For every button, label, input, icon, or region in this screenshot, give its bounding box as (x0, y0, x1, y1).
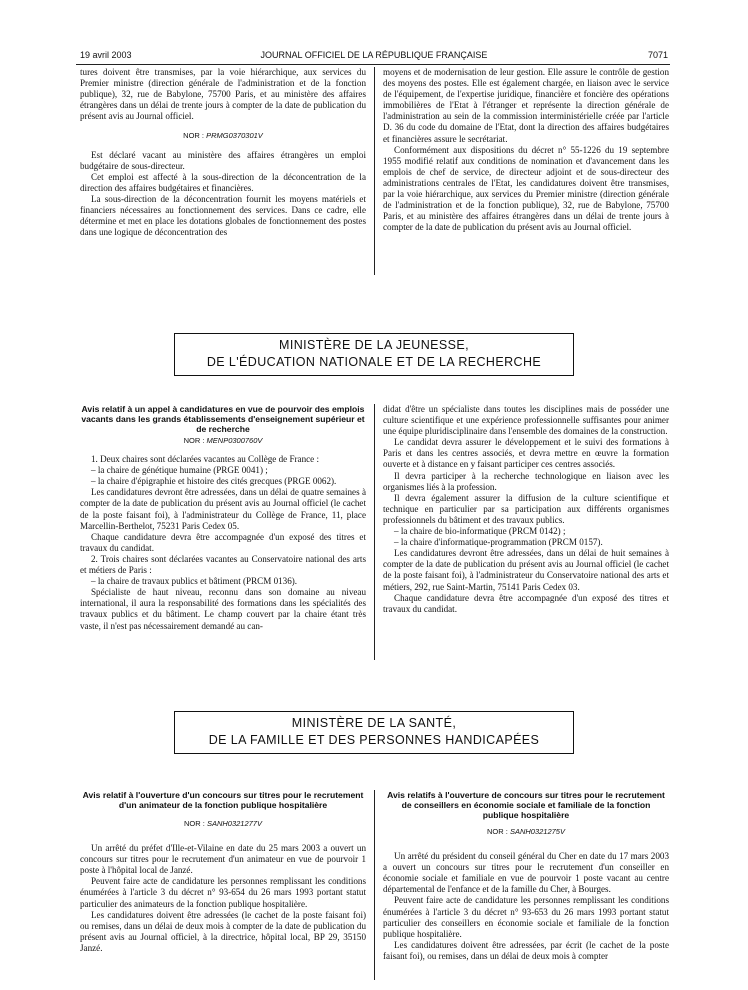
nor-reference (80, 130, 366, 141)
paragraph: Un arrêté du préfet d'Ille-et-Vilaine en date du 25 mars 2003 a ouvert un concours sur titres pour le recrutement d'un animateur en vue de pourvoir 1 poste à l'hôpital local de Janzé. (80, 843, 366, 876)
paragraph: Conformément aux dispositions du décret n° 55-1226 du 19 septembre 1955 modifié relatif aux conditions de nomination et d'avancement dans les emplois de chef de service, de directeur adjoint et de sous-directeur des administrations centrales de l'Etat, les candidatures doivent être transmises, par la voie hiérarchique, aux services du Premier ministre (direction générale de l'administration et de la fonction publique), 32, rue de Babylone, 75700 Paris, et au ministère des affaires étrangères dans un délai de trente jours à compter de la date de publication du présent avis au Journal officiel. (383, 144, 669, 233)
notice-1-right-column (383, 404, 669, 615)
paragraph: Spécialiste de haut niveau, reconnu dans son domaine au niveau international, il aura la responsabilité des formations dans les spécialités des travaux publics et du bâtiment. Le champ couvert par la chaire étant très vaste, il n'est pas nécessairement demandé au can- (80, 587, 366, 631)
paragraph: 1. Deux chaires sont déclarées vacantes au Collège de France : (91, 454, 320, 465)
nor-label: NOR : (184, 819, 205, 828)
nor-code: MENP0300760V (206, 436, 263, 445)
ministry-line-2: DE L'ÉDUCATION NATIONALE ET DE LA RECHERCHE (206, 355, 542, 369)
nor-label: NOR : (183, 436, 205, 445)
paragraph: Les candidatures doivent être adressées, par écrit (le cachet de la poste faisant foi), ou remises, dans un délai de deux mois à compter (383, 939, 669, 961)
header-rule (76, 64, 670, 65)
notice-1-left-column (80, 404, 366, 632)
paragraph: Il devra participer à la recherche technologique en liaison avec les organismes liés à la profession. (383, 470, 669, 492)
paragraph: Les candidatures doivent être adressées (le cachet de la poste faisant foi) ou remises, dans un délai de deux mois à compter de la date de publication du présent avis au Journal officiel, à la directrice, hôpital local, BP 29, 35150 Janzé. (80, 909, 366, 953)
nor-reference (383, 826, 669, 837)
top-left-column (80, 67, 366, 238)
ministry-heading-health (174, 711, 574, 754)
paragraph: didat d'être un spécialiste dans toutes les disciplines mais de posséder une culture scientifique et une expérience professionnelle suffisantes pour animer une équipe pluridisciplinaire dans l'ensemble des domaines de la construction. (383, 404, 669, 437)
list-item: – la chaire de bio-informatique (PRCM 0142) ; (394, 526, 566, 537)
column-divider (374, 404, 375, 660)
nor-code: PRMG0370301V (206, 131, 263, 141)
paragraph: Est déclaré vacant au ministère des affaires étrangères un emploi budgétaire de sous-directeur. (80, 149, 366, 171)
paragraph: Peuvent faire acte de candidature les personnes remplissant les conditions énumérées à l'article 3 du décret n° 93-653 du 26 mars 1993 portant statut particulier des conseillers en économie sociale et familiale de la fonction publique hospitalière. (383, 895, 669, 939)
paragraph: La sous-direction de la déconcentration fournit les moyens matériels et financiers nécessaires au fonctionnement des services. Dans ce cadre, elle détermine et met en place les dotations globales de fonctionnement des postes dans une logique de déconcentration des (80, 193, 366, 238)
paragraph: moyens et de modernisation de leur gestion. Elle assure le contrôle de gestion des moyens des postes. Elle est également chargée, en liaison avec le service de l'équipement, de l'expertise juridique, financière et foncière des opérations immobilières de l'Etat à l'étranger et représente la direction générale de l'administration au sein de la commission interministérielle créée par l'article D. 36 du code du domaine de l'Etat, dont la direction des affaires budgétaires et financières assure le secrétariat. (383, 67, 669, 144)
paragraph: Le candidat devra assurer le développement et le suivi des formations à Paris et dans les centres associés, et devra mettre en œuvre la formation ouverte et à distance en y faisant participer ces centres associés. (383, 437, 669, 470)
paragraph: Chaque candidature devra être accompagnée d'un exposé des titres et travaux du candidat. (383, 592, 669, 614)
paragraph: Peuvent faire acte de candidature les personnes remplissant les conditions énumérées à l'article 3 du décret n° 93-654 du 26 mars 1993 portant statut particulier des animateurs de la fonction publique hospitalière. (80, 876, 366, 909)
nor-reference (80, 435, 366, 446)
list-item: – la chaire d'épigraphie et histoire des cités grecques (PRGE 0062). (91, 476, 337, 487)
list-item: – la chaire de génétique humaine (PRGE 0041) ; (91, 465, 268, 476)
column-divider (374, 790, 375, 980)
top-right-column (383, 67, 669, 233)
ministry-heading-education (174, 333, 574, 376)
header-date: 19 avril 2003 (80, 50, 132, 60)
notice-2-column (80, 790, 366, 954)
paragraph: Chaque candidature devra être accompagnée d'un exposé des titres et travaux du candidat. (80, 531, 366, 553)
notice-3-column (383, 790, 669, 986)
notice-title: Avis relatif à l'ouverture d'un concours sur titres pour le recrutement d'un animateur de la fonction publique hospitalière (82, 790, 364, 810)
ministry-line-1: MINISTÈRE DE LA JEUNESSE, (279, 338, 469, 352)
list-item: – la chaire de travaux publics et bâtiment (PRCM 0136). (91, 576, 298, 587)
paragraph: Cet emploi est affecté à la sous-direction de la déconcentration de la direction des affaires budgétaires et financières. (80, 171, 366, 193)
paragraph: Un arrêté du président du conseil général du Cher en date du 17 mars 2003 a ouvert un concours sur titres pour le recrutement d'un conseiller en économie sociale et familiale en vue de pourvoir 1 poste vacant au centre départemental de l'enfance et de la famille du Cher, à Bourges. (383, 851, 669, 895)
page-number: 7071 (647, 50, 668, 60)
header-title: JOURNAL OFFICIEL DE LA RÉPUBLIQUE FRANÇAISE (260, 50, 488, 60)
nor-label: NOR : (487, 827, 508, 836)
nor-code: SANH0321275V (509, 827, 565, 836)
notice-title: Avis relatifs à l'ouverture de concours sur titres pour le recrutement de conseillers en économie sociale et familiale de la fonction publique hospitalière (387, 790, 665, 820)
ministry-line-1: MINISTÈRE DE LA SANTÉ, (291, 716, 457, 730)
nor-reference (80, 818, 366, 829)
paragraph: Les candidatures devront être adressées, dans un délai de huit semaines à compter de la date de publication du présent avis au Journal officiel (le cachet de la poste faisant foi), à l'administrateur du Conservatoire national des arts et métiers, 292, rue Saint-Martin, 75141 Paris Cedex 03. (383, 548, 669, 592)
column-divider (374, 67, 375, 275)
running-header (0, 50, 748, 64)
nor-label: NOR : (183, 131, 205, 141)
list-item: – la chaire d'informatique-programmation (PRCM 0157). (394, 537, 603, 548)
paragraph: tures doivent être transmises, par la voie hiérarchique, aux services du Premier ministre (direction générale de l'administration et de la fonction publique), 32, rue de Babylone, 75700 Paris, et au ministère des affaires étrangères dans un délai de trente jours à compter de la date de publication du présent avis au Journal officiel. (80, 67, 366, 122)
paragraph: 2. Trois chaires sont déclarées vacantes au Conservatoire national des arts et métiers de Paris : (80, 553, 366, 576)
ministry-line-2: DE LA FAMILLE ET DES PERSONNES HANDICAPÉES (208, 733, 540, 747)
nor-code: SANH0321277V (206, 819, 262, 828)
notice-title: Avis relatif à un appel à candidatures en vue de pourvoir des emplois vacants dans les grands établissements d'enseignement supérieur et de recherche (81, 404, 365, 434)
paragraph: Les candidatures devront être adressées, dans un délai de quatre semaines à compter de la date de publication du présent avis au Journal officiel (le cachet de la poste faisant foi), à l'administrateur du Collège de France, 11, place Marcellin-Berthelot, 75231 Paris Cedex 05. (80, 487, 366, 531)
paragraph: Il devra également assurer la diffusion de la culture scientifique et technique en particulier par sa participation aux différents organismes professionnels du bâtiment et des travaux publics. (383, 492, 669, 525)
